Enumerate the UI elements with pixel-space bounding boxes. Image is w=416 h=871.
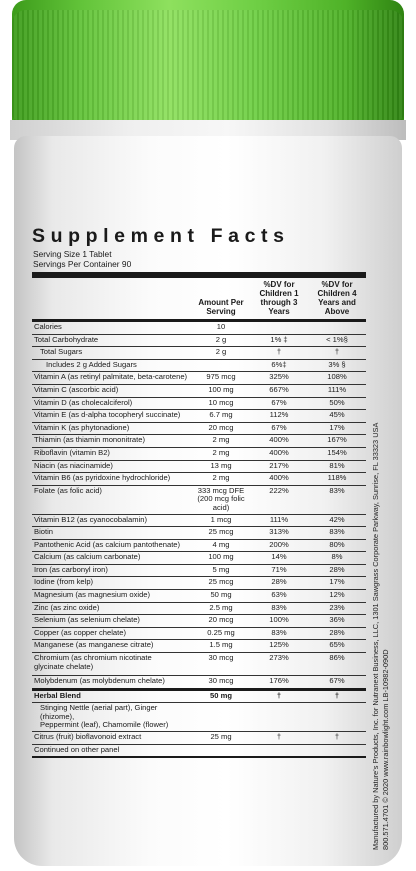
dv-children-4-plus-cell bbox=[308, 321, 366, 335]
table-row bbox=[32, 602, 366, 615]
dv-children-1-3-cell: 400% bbox=[250, 447, 308, 460]
amount-cell: 20 mcg bbox=[192, 615, 250, 628]
dv-children-4-plus-cell: 3% § bbox=[308, 359, 366, 372]
dv-children-4-plus-cell: † bbox=[308, 732, 366, 745]
table-row bbox=[32, 372, 366, 385]
dv-children-1-3-cell: 63% bbox=[250, 590, 308, 603]
dv-children-1-3-cell: 67% bbox=[250, 422, 308, 435]
table-row bbox=[32, 435, 366, 448]
nutrient-name: Magnesium (as magnesium oxide) bbox=[32, 590, 192, 603]
amount-cell bbox=[192, 359, 250, 372]
table-row bbox=[32, 577, 366, 590]
nutrient-name: Vitamin K (as phytonadione) bbox=[32, 422, 192, 435]
table-row bbox=[32, 384, 366, 397]
table-row bbox=[32, 460, 366, 473]
table-row bbox=[32, 552, 366, 565]
cap-ridges bbox=[12, 10, 404, 120]
nutrient-name: Calcium (as calcium carbonate) bbox=[32, 552, 192, 565]
nutrient-name: Molybdenum (as molybdenum chelate) bbox=[32, 676, 192, 690]
amount-cell: 2 mg bbox=[192, 435, 250, 448]
amount-cell: 50 mg bbox=[192, 689, 250, 703]
amount-cell: 10 mcg bbox=[192, 397, 250, 410]
nutrient-name: Riboflavin (vitamin B2) bbox=[32, 447, 192, 460]
dv-children-1-3-cell: 83% bbox=[250, 602, 308, 615]
amount-cell: 4 mg bbox=[192, 539, 250, 552]
amount-cell: 333 mcg DFE (200 mcg folic acid) bbox=[192, 485, 250, 514]
dv-children-4-plus-cell: 118% bbox=[308, 473, 366, 486]
nutrient-name: Folate (as folic acid) bbox=[32, 485, 192, 514]
nutrient-name: Iron (as carbonyl iron) bbox=[32, 564, 192, 577]
dv-children-4-plus-cell: 23% bbox=[308, 602, 366, 615]
panel-title: Supplement Facts bbox=[32, 225, 290, 247]
amount-cell: 1.5 mg bbox=[192, 640, 250, 653]
dv-children-4-plus-cell: 83% bbox=[308, 527, 366, 540]
nutrient-name: Includes 2 g Added Sugars bbox=[32, 359, 192, 372]
table-row bbox=[32, 527, 366, 540]
table-row bbox=[32, 334, 366, 347]
dv-children-1-3-cell: 71% bbox=[250, 564, 308, 577]
dv-children-4-plus-cell: 42% bbox=[308, 514, 366, 527]
amount-cell: 975 mcg bbox=[192, 372, 250, 385]
header-dv-children-4-plus: %DV for Children 4 Years and Above bbox=[308, 278, 366, 321]
dv-children-4-plus-cell: 50% bbox=[308, 397, 366, 410]
nutrient-name: Total Sugars bbox=[32, 347, 192, 360]
dv-children-1-3-cell: † bbox=[250, 732, 308, 745]
manufacturer-line: Manufactured by Nature's Products, Inc. for Nutranext Business, LLC, 1301 Sawgrass Corporate Parkway, Sunrise, FL 33323 USA bbox=[371, 422, 380, 850]
dv-children-1-3-cell: 273% bbox=[250, 653, 308, 676]
dv-children-4-plus-cell: 86% bbox=[308, 653, 366, 676]
dv-children-4-plus-cell: 28% bbox=[308, 564, 366, 577]
dv-children-1-3-cell: 325% bbox=[250, 372, 308, 385]
dv-children-4-plus-cell: 17% bbox=[308, 577, 366, 590]
dv-children-1-3-cell: 67% bbox=[250, 397, 308, 410]
dv-children-1-3-cell: † bbox=[250, 347, 308, 360]
nutrient-name: Vitamin B12 (as cyanocobalamin) bbox=[32, 514, 192, 527]
dv-children-4-plus-cell: 111% bbox=[308, 384, 366, 397]
contact-line: 800.571.4701 © 2020 www.rainbowlight.com LB-10982-090D bbox=[381, 649, 390, 850]
amount-cell: 30 mcg bbox=[192, 676, 250, 690]
table-row bbox=[32, 653, 366, 676]
amount-cell: 2 mg bbox=[192, 447, 250, 460]
dv-children-1-3-cell: 400% bbox=[250, 473, 308, 486]
amount-cell: 100 mg bbox=[192, 552, 250, 565]
dv-children-4-plus-cell: 65% bbox=[308, 640, 366, 653]
amount-cell: 20 mcg bbox=[192, 422, 250, 435]
amount-cell: 1 mcg bbox=[192, 514, 250, 527]
amount-cell: 5 mg bbox=[192, 564, 250, 577]
dv-children-4-plus-cell: 80% bbox=[308, 539, 366, 552]
dv-children-4-plus-cell: † bbox=[308, 347, 366, 360]
table-row bbox=[32, 689, 366, 703]
table-row bbox=[32, 732, 366, 745]
nutrient-name: Herbal Blend bbox=[32, 689, 192, 703]
nutrient-name: Vitamin C (ascorbic acid) bbox=[32, 384, 192, 397]
dv-children-4-plus-cell: 83% bbox=[308, 485, 366, 514]
table-row bbox=[32, 473, 366, 486]
dv-children-1-3-cell: 6%‡ bbox=[250, 359, 308, 372]
dv-children-1-3-cell: 667% bbox=[250, 384, 308, 397]
dv-children-4-plus-cell: 45% bbox=[308, 410, 366, 423]
facts-rows bbox=[32, 321, 366, 757]
nutrient-name: Thiamin (as thiamin mononitrate) bbox=[32, 435, 192, 448]
table-row bbox=[32, 676, 366, 690]
table-row bbox=[32, 703, 366, 732]
dv-children-1-3-cell: 222% bbox=[250, 485, 308, 514]
table-row bbox=[32, 590, 366, 603]
nutrient-name: Continued on other panel bbox=[32, 744, 192, 756]
amount-cell: 50 mg bbox=[192, 590, 250, 603]
header-blank bbox=[32, 278, 192, 321]
bottom-rule bbox=[32, 756, 366, 758]
amount-cell: 2 mg bbox=[192, 473, 250, 486]
nutrient-name: Manganese (as manganese citrate) bbox=[32, 640, 192, 653]
table-row bbox=[32, 744, 366, 756]
amount-cell bbox=[192, 744, 250, 756]
dv-children-1-3-cell: 100% bbox=[250, 615, 308, 628]
nutrient-name: Vitamin A (as retinyl palmitate, beta-carotene) bbox=[32, 372, 192, 385]
table-row bbox=[32, 539, 366, 552]
nutrient-name: Copper (as copper chelate) bbox=[32, 627, 192, 640]
dv-children-1-3-cell: 125% bbox=[250, 640, 308, 653]
table-row bbox=[32, 422, 366, 435]
dv-children-4-plus-cell: < 1%§ bbox=[308, 334, 366, 347]
table-row bbox=[32, 485, 366, 514]
dv-children-1-3-cell: 112% bbox=[250, 410, 308, 423]
header-amount: Amount Per Serving bbox=[192, 278, 250, 321]
dv-children-4-plus-cell bbox=[308, 703, 366, 732]
header-row bbox=[32, 278, 366, 321]
nutrient-name: Chromium (as chromium nicotinate glycinate chelate) bbox=[32, 653, 192, 676]
amount-cell: 6.7 mg bbox=[192, 410, 250, 423]
dv-children-1-3-cell: 1% ‡ bbox=[250, 334, 308, 347]
amount-cell: 10 bbox=[192, 321, 250, 335]
nutrient-name: Selenium (as selenium chelate) bbox=[32, 615, 192, 628]
dv-children-4-plus-cell bbox=[308, 744, 366, 756]
table-row bbox=[32, 397, 366, 410]
dv-children-1-3-cell: 217% bbox=[250, 460, 308, 473]
amount-cell: 13 mg bbox=[192, 460, 250, 473]
table-row bbox=[32, 447, 366, 460]
nutrient-name: Calories bbox=[32, 321, 192, 335]
dv-children-1-3-cell: 83% bbox=[250, 627, 308, 640]
table-row bbox=[32, 627, 366, 640]
dv-children-4-plus-cell: 8% bbox=[308, 552, 366, 565]
dv-children-4-plus-cell: 81% bbox=[308, 460, 366, 473]
dv-children-4-plus-cell: 36% bbox=[308, 615, 366, 628]
dv-children-1-3-cell: 313% bbox=[250, 527, 308, 540]
nutrient-name: Vitamin E (as d-alpha tocopheryl succinate) bbox=[32, 410, 192, 423]
dv-children-1-3-cell: 14% bbox=[250, 552, 308, 565]
nutrient-name: Stinging Nettle (aerial part), Ginger (rhizome), Peppermint (leaf), Chamomile (flower) bbox=[32, 703, 192, 732]
dv-children-4-plus-cell: 167% bbox=[308, 435, 366, 448]
dv-children-4-plus-cell: 12% bbox=[308, 590, 366, 603]
amount-cell: 25 mcg bbox=[192, 577, 250, 590]
dv-children-1-3-cell bbox=[250, 321, 308, 335]
amount-cell: 30 mcg bbox=[192, 653, 250, 676]
dv-children-1-3-cell: † bbox=[250, 689, 308, 703]
nutrient-name: Citrus (fruit) bioflavonoid extract bbox=[32, 732, 192, 745]
dv-children-1-3-cell: 200% bbox=[250, 539, 308, 552]
serving-size: Serving Size 1 Tablet bbox=[33, 249, 112, 259]
servings-per-container: Servings Per Container 90 bbox=[33, 259, 132, 269]
dv-children-1-3-cell: 111% bbox=[250, 514, 308, 527]
amount-cell: 2 g bbox=[192, 334, 250, 347]
header-dv-children-1-3: %DV for Children 1 through 3 Years bbox=[250, 278, 308, 321]
table-row bbox=[32, 347, 366, 360]
table-row bbox=[32, 640, 366, 653]
facts-table bbox=[32, 278, 366, 756]
nutrient-name: Pantothenic Acid (as calcium pantothenate) bbox=[32, 539, 192, 552]
nutrient-name: Biotin bbox=[32, 527, 192, 540]
dv-children-4-plus-cell: † bbox=[308, 689, 366, 703]
amount-cell bbox=[192, 703, 250, 732]
table-row bbox=[32, 359, 366, 372]
table-row bbox=[32, 410, 366, 423]
dv-children-1-3-cell: 176% bbox=[250, 676, 308, 690]
nutrient-name: Vitamin B6 (as pyridoxine hydrochloride) bbox=[32, 473, 192, 486]
dv-children-1-3-cell bbox=[250, 744, 308, 756]
nutrient-name: Zinc (as zinc oxide) bbox=[32, 602, 192, 615]
amount-cell: 25 mg bbox=[192, 732, 250, 745]
dv-children-4-plus-cell: 17% bbox=[308, 422, 366, 435]
dv-children-1-3-cell: 28% bbox=[250, 577, 308, 590]
table-row bbox=[32, 615, 366, 628]
supplement-facts-panel bbox=[28, 225, 368, 758]
amount-cell: 0.25 mg bbox=[192, 627, 250, 640]
dv-children-4-plus-cell: 108% bbox=[308, 372, 366, 385]
table-row bbox=[32, 564, 366, 577]
table-row bbox=[32, 321, 366, 335]
amount-cell: 2.5 mg bbox=[192, 602, 250, 615]
nutrient-name: Total Carbohydrate bbox=[32, 334, 192, 347]
dv-children-4-plus-cell: 67% bbox=[308, 676, 366, 690]
manufacturer-info bbox=[371, 330, 391, 850]
nutrient-name: Iodine (from kelp) bbox=[32, 577, 192, 590]
nutrient-name: Vitamin D (as cholecalciferol) bbox=[32, 397, 192, 410]
amount-cell: 2 g bbox=[192, 347, 250, 360]
nutrient-name: Niacin (as niacinamide) bbox=[32, 460, 192, 473]
dv-children-4-plus-cell: 154% bbox=[308, 447, 366, 460]
dv-children-4-plus-cell: 28% bbox=[308, 627, 366, 640]
dv-children-1-3-cell bbox=[250, 703, 308, 732]
amount-cell: 25 mcg bbox=[192, 527, 250, 540]
amount-cell: 100 mg bbox=[192, 384, 250, 397]
table-row bbox=[32, 514, 366, 527]
dv-children-1-3-cell: 400% bbox=[250, 435, 308, 448]
